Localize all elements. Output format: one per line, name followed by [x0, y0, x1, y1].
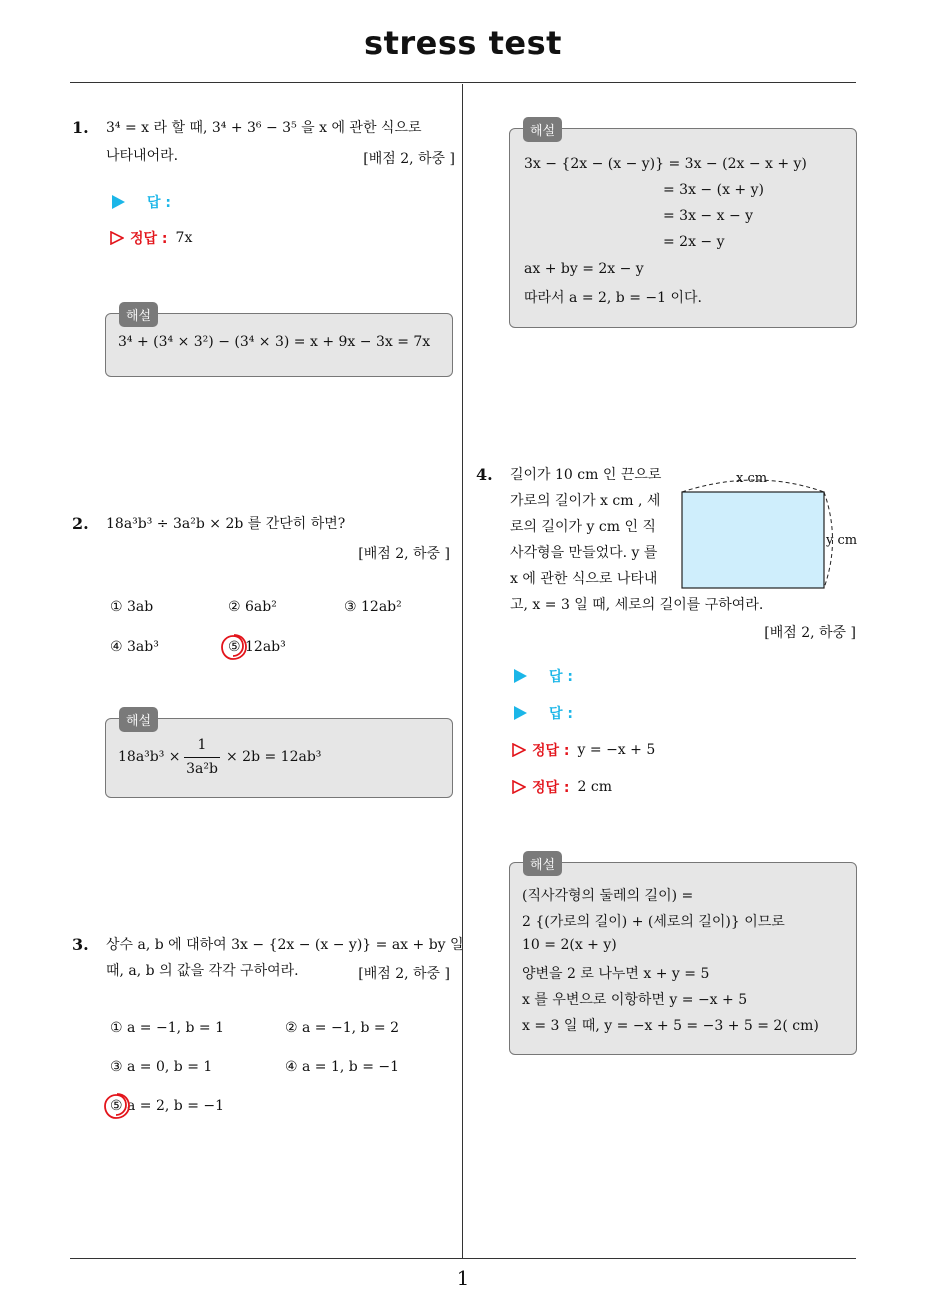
explanation-box	[105, 718, 453, 798]
option-2[interactable]: ② a = −1, b = 2	[285, 1020, 400, 1036]
play-arrow-icon	[514, 669, 527, 683]
open-triangle-icon	[512, 780, 526, 794]
correct-answer-label: 정답 :	[532, 780, 570, 796]
option-3[interactable]: ③ 12ab²	[344, 599, 402, 615]
question-text-line-3: 로의 길이가 y cm 인 직	[510, 519, 656, 535]
explanation-left: 18a³b³ ×	[118, 749, 181, 765]
header-rule	[70, 82, 856, 83]
explanation-line-3: = 3x − x − y	[663, 208, 754, 224]
question-text-line-1: 3⁴ = x 라 할 때, 3⁴ + 3⁶ − 3⁵ 을 x 에 관한 식으로	[106, 120, 422, 136]
score-label: [배점 2, 하중 ]	[358, 546, 450, 562]
explanation-line-6: 따라서 a = 2, b = −1 이다.	[524, 290, 702, 306]
explanation-right: × 2b = 12ab³	[226, 749, 322, 765]
option-4[interactable]: ④ 3ab³	[110, 639, 159, 655]
explanation-tag: 해설	[119, 707, 158, 732]
score-label: [배점 2, 하중 ]	[764, 625, 856, 641]
explanation-line-5: ax + by = 2x − y	[524, 261, 644, 277]
option-5[interactable]: ⑤ 12ab³	[228, 639, 286, 655]
correct-answer-row	[110, 228, 192, 248]
answer-label: 답 :	[147, 195, 171, 211]
selected-mark-icon	[102, 1091, 132, 1121]
explanation-tag: 해설	[523, 117, 562, 142]
open-triangle-icon	[110, 231, 124, 245]
page-number: 1	[456, 1266, 470, 1290]
rectangle-figure	[676, 470, 836, 590]
correct-answer-label: 정답 :	[130, 231, 168, 247]
open-triangle-icon	[512, 743, 526, 757]
question-text-line-2: 가로의 길이가 x cm , 세	[510, 493, 661, 509]
explanation-line-5: x 를 우변으로 이항하면 y = −x + 5	[522, 992, 748, 1008]
explanation-line-2: 2 {(가로의 길이) + (세로의 길이)} 이므로	[522, 914, 785, 930]
question-text-line-6: 고, x = 3 일 때, 세로의 길이를 구하여라.	[510, 597, 764, 613]
answer-label: 답 :	[549, 669, 573, 685]
width-label: x cm	[736, 471, 768, 486]
explanation-tag: 해설	[523, 851, 562, 876]
explanation-line-6: x = 3 일 때, y = −x + 5 = −3 + 5 = 2( cm)	[522, 1018, 819, 1034]
option-3[interactable]: ③ a = 0, b = 1	[110, 1059, 213, 1075]
question-number: 4.	[476, 465, 493, 484]
fraction-denominator: 3a²b	[186, 761, 218, 777]
answer-label: 답 :	[549, 706, 573, 722]
question-text-line-2: 나타내어라.	[106, 148, 179, 164]
correct-answer-label: 정답 :	[532, 743, 570, 759]
question-number: 1.	[72, 118, 89, 137]
explanation-box	[509, 128, 857, 328]
play-arrow-icon	[514, 706, 527, 720]
explanation-tag: 해설	[119, 302, 158, 327]
option-1[interactable]: ① a = −1, b = 1	[110, 1020, 225, 1036]
correct-answer-value: 2 cm	[577, 779, 613, 795]
option-4[interactable]: ④ a = 1, b = −1	[285, 1059, 400, 1075]
question-text-line-1: 18a³b³ ÷ 3a²b × 2b 를 간단히 하면?	[106, 516, 346, 532]
answer-row	[112, 192, 171, 212]
question-text-line-4: 사각형을 만들었다. y 를	[510, 545, 658, 561]
correct-answer-row-2	[512, 777, 612, 797]
footer-rule	[70, 1258, 856, 1259]
score-label: [배점 2, 하중 ]	[363, 151, 455, 167]
explanation-line-2: = 3x − (x + y)	[663, 182, 764, 198]
option-5[interactable]: ⑤ a = 2, b = −1	[110, 1098, 225, 1114]
explanation-line-1: (직사각형의 둘레의 길이) =	[522, 888, 694, 904]
fraction-numerator: 1	[197, 737, 207, 753]
column-divider	[462, 84, 463, 1258]
height-label: y cm	[826, 533, 858, 548]
correct-answer-value: y = −x + 5	[577, 742, 656, 758]
score-label: [배점 2, 하중 ]	[358, 966, 450, 982]
correct-answer-value: 7x	[175, 230, 193, 246]
explanation-line-4: 양변을 2 로 나누면 x + y = 5	[522, 966, 710, 982]
answer-row-2	[514, 703, 573, 723]
question-text-line-1: 길이가 10 cm 인 끈으로	[510, 467, 662, 483]
option-2[interactable]: ② 6ab²	[228, 599, 277, 615]
answer-row-1	[514, 666, 573, 686]
selected-mark-icon	[219, 632, 249, 662]
explanation-box	[509, 862, 857, 1055]
option-1[interactable]: ① 3ab	[110, 599, 154, 615]
explanation-line-4: = 2x − y	[663, 234, 725, 250]
explanation-text: 3⁴ + (3⁴ × 3²) − (3⁴ × 3) = x + 9x − 3x = 7x	[118, 334, 431, 350]
explanation-line-1: 3x − {2x − (x − y)} = 3x − (2x − x + y)	[524, 156, 807, 172]
question-number: 2.	[72, 514, 89, 533]
play-arrow-icon	[112, 195, 125, 209]
page-title: stress test	[364, 24, 562, 62]
explanation-line-3: 10 = 2(x + y)	[522, 937, 617, 953]
question-text-line-2: 때, a, b 의 값을 각각 구하여라.	[106, 963, 299, 979]
question-text-line-1: 상수 a, b 에 대하여 3x − {2x − (x − y)} = ax + by 일	[106, 937, 464, 953]
question-text-line-5: x 에 관한 식으로 나타내	[510, 571, 658, 587]
fraction-bar	[184, 757, 220, 758]
correct-answer-row-1	[512, 740, 655, 760]
question-number: 3.	[72, 935, 89, 954]
